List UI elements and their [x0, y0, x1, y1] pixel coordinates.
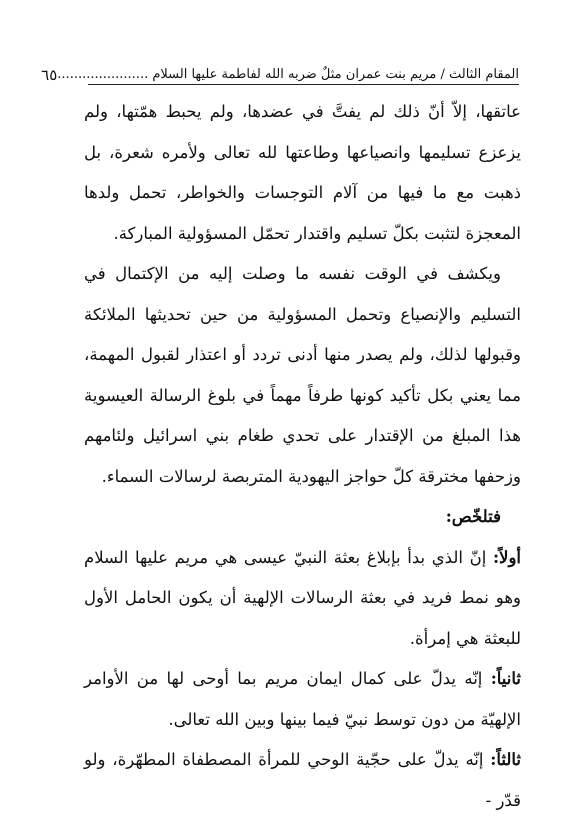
point-second [84, 659, 521, 740]
paragraph: عاتقها، إلاّ أنّ ذلك لم يفتَّ في عضدها، ولم يحبط همّتها، ولم يزعزع تسليمها وانصياعها وطاعتها لله تعالى ولأمره شعرة، بل ذهبت مع ما فيها من آلام التوجسات والخواطر، تحمل ولدها المعجزة لتثبت بكلّ تسليم واقتدار تحمّل المسؤولية المباركة. [84, 102, 521, 243]
point-label: أولاً: [492, 547, 521, 567]
body-text [84, 92, 521, 821]
point-label: ثالثاً: [490, 750, 521, 769]
summary-heading: فتلخّص: [445, 507, 501, 526]
point-text: إنّه يدلّ على كمال ايمان مريم بما أوحى لها من الأوامر الإلهيّة من دون توسط نبيّ فيما بينها وبين الله تعالى. [84, 669, 521, 729]
point-third [84, 740, 521, 821]
point-first [84, 538, 521, 660]
point-text: إنّه يدلّ على حجّية الوحي للمرأة المصطفاة المطهّرة، ولو قدّر - [84, 750, 521, 810]
point-label: ثانياً: [490, 669, 521, 688]
running-header-title [57, 66, 519, 84]
paragraph: ويكشف في الوقت نفسه ما وصلت إليه من الإكتمال في التسليم والإنصياع وتحمل المسؤولية من حين تحديثها الملائكة وقبولها لذلك، ولم يصدر منها أدنى تردد أو اعتذار لقبول المهمة، مما يعني بكل تأكيد كونها طرفاً مهماً في بلوغ الرسالة العيسوية هذا المبلغ من الإقتدار على تحدي طغام بني اسرائيل ولئامهم وزحفها مخترقة كلّ حواجز اليهودية المتربصة لرسالات السماء. [84, 264, 521, 486]
chapter-title: المقام الثالث / مريم بنت عمران مثلٌ ضربه الله لفاطمة عليها السلام [152, 67, 519, 82]
dot-leader: ...................... [57, 67, 149, 82]
point-text: إنّ الذي بدأ بإبلاغ بعثة النبيّ عيسى هي مريم عليها السلام وهو نمط فريد في بعثة الرسالات الإلهية أن يكون الحامل الأول للبعثة هي إمرأة. [84, 547, 521, 648]
page-number: ٦٥ [41, 66, 58, 84]
header-rule [88, 84, 519, 85]
running-header [41, 60, 519, 84]
